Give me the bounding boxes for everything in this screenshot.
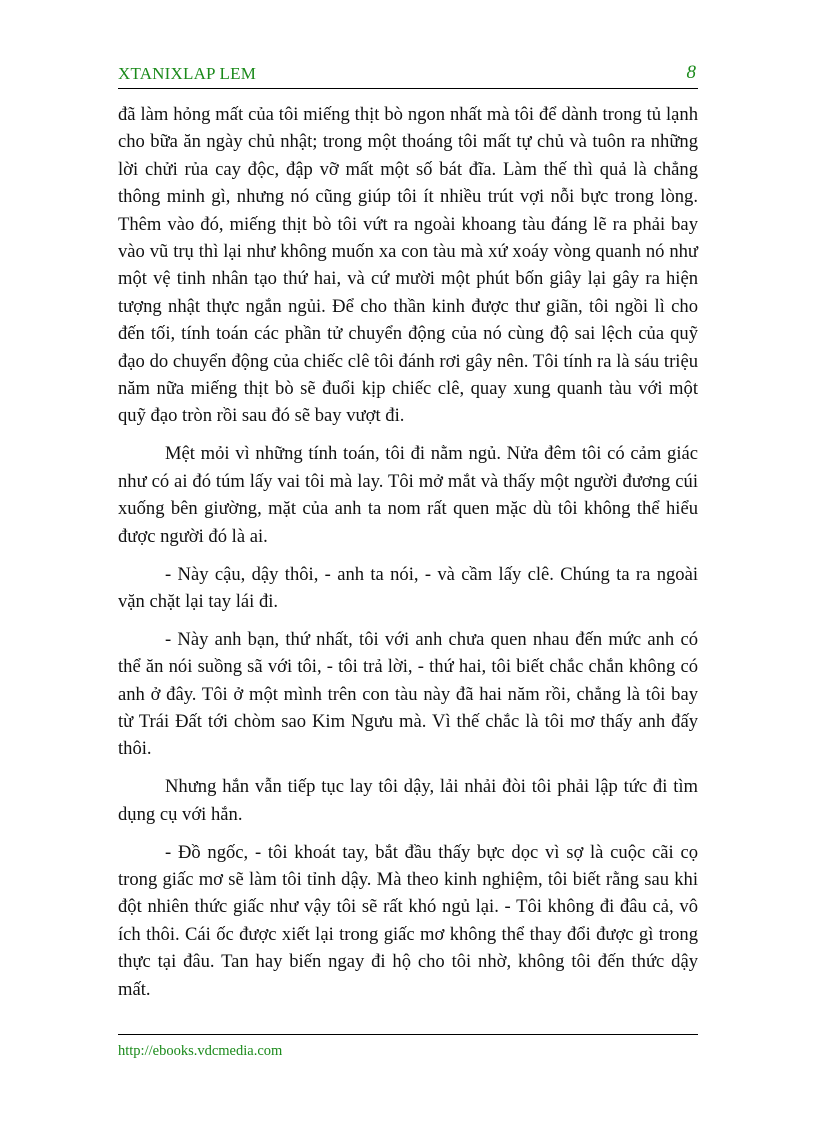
paragraph-2: Mệt mỏi vì những tính toán, tôi đi nằm ngủ. Nửa đêm tôi có cảm giác như có ai đó túm lấy vai tôi mà lay. Tôi mở mắt và thấy một người đương cúi xuống bên giường, mặt của anh ta nom rất quen mặc dù tôi không thể hiểu được người đó là ai. bbox=[118, 443, 698, 547]
page-header bbox=[118, 62, 698, 89]
page-number: 8 bbox=[686, 62, 696, 83]
running-title: XTANIXLAP LEM bbox=[118, 64, 257, 83]
paragraph-4: - Này anh bạn, thứ nhất, tôi với anh chưa quen nhau đến mức anh có thể ăn nói suồng sã với tôi, - tôi trả lời, - thứ hai, tôi biết chắc chắn không có anh ở đây. Tôi ở một mình trên con tàu này đã hai năm rồi, chẳng là tôi bay từ Trái Đất tới chòm sao Kim Ngưu mà. Vì thế chắc là tôi mơ thấy anh đấy thôi. bbox=[118, 628, 698, 760]
paragraph-6: - Đồ ngốc, - tôi khoát tay, bắt đầu thấy bực dọc vì sợ là cuộc cãi cọ trong giấc mơ sẽ làm tôi tỉnh dậy. Mà theo kinh nghiệm, tôi biết rằng sau khi đột nhiên thức giấc như vậy tôi sẽ rất khó ngủ lại. - Tôi không đi đâu cả, vô ích thôi. Cái ốc được xiết lại trong giấc mơ không thể thay đổi được gì trong thực tại đâu. Tan hay biến ngay đi hộ cho tôi nhờ, không tôi đến thức dậy mất. bbox=[118, 841, 698, 1000]
paragraph-5: Nhưng hắn vẫn tiếp tục lay tôi dậy, lải nhải đòi tôi phải lập tức đi tìm dụng cụ với hắn. bbox=[118, 776, 698, 825]
paragraph-1: đã làm hỏng mất của tôi miếng thịt bò ngon nhất mà tôi để dành trong tủ lạnh cho bữa ăn ngày chủ nhật; trong một thoáng tôi mất tự chủ và tuôn ra những lời chửi rủa cay độc, đập vỡ mất một số bát đĩa. Làm thế thì quả là chẳng thông minh gì, nhưng nó cũng giúp tôi ít nhiều trút vợi nỗi bực trong lòng. Thêm vào đó, miếng thịt bò tôi vứt ra ngoài khoang tàu đáng lẽ ra phải bay vào vũ trụ thì lại như không muốn xa con tàu mà xứ xoáy vòng quanh nó như một vệ tinh nhân tạo thứ hai, và cứ mười một phút bốn giây lại gây ra hiện tượng nhật thực ngắn ngủi. Để cho thần kinh được thư giãn, tôi ngồi lì cho đến tối, tính toán các phần tử chuyển động của nó cùng độ sai lệch của quỹ đạo do chuyển động của chiếc clê tôi đánh rơi gây nên. Tôi tính ra là sáu triệu năm nữa miếng thịt bò sẽ đuổi kịp chiếc clê, quay xung quanh tàu với một quỹ đạo tròn rồi sau đó sẽ bay vượt đi. bbox=[118, 104, 698, 427]
page-body bbox=[118, 101, 698, 1014]
footer-divider bbox=[118, 1034, 698, 1035]
paragraph-3: - Này cậu, dậy thôi, - anh ta nói, - và cầm lấy clê. Chúng ta ra ngoài vặn chặt lại tay lái đi. bbox=[118, 563, 698, 612]
footer-link[interactable]: http://ebooks.vdcmedia.com bbox=[118, 1043, 283, 1059]
